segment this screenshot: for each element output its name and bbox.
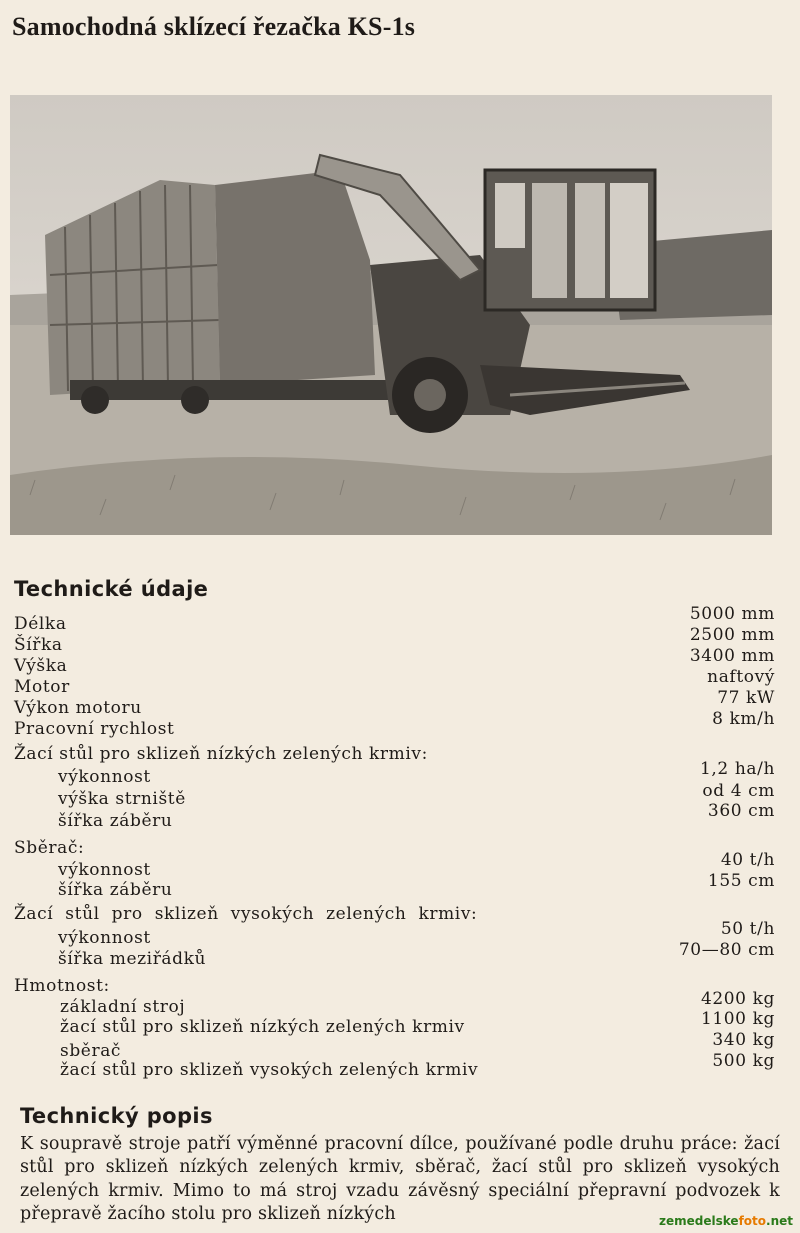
spec-value: 1,2 ha/h [700,759,775,779]
description-text: K soupravě stroje patří výměnné pracovní dílce, používané podle druhu práce: žací stůl pro sklizeň nízkých zelených krmiv, sběrač, žací stůl pro sklizeň vysokých zelených krmiv. Mimo to má stroj vzadu závěsný speciální přepravní podvozek k přepravě žacího stolu pro sklizeň nízkých [20,1134,780,1224]
spec-label: Šířka [14,635,63,655]
spec-row [0,850,800,882]
spec-row [0,801,800,833]
spec-label: výkonnost [58,860,151,880]
spec-label: Pracovní rychlost [14,719,175,739]
spec-row-length [0,604,800,636]
spec-label: Délka [14,614,67,634]
spec-value: 1100 kg [700,1009,775,1029]
spec-row [0,989,800,1019]
spec-group-weight [0,976,800,998]
watermark-part: .net [766,1214,793,1228]
spec-value: 77 kW [717,688,775,708]
spec-group-low-cutter [0,744,800,766]
watermark-part: foto [738,1214,767,1228]
spec-group-pickup [0,838,800,860]
spec-value: 155 cm [707,871,775,891]
spec-group-label: Hmotnost: [14,976,110,996]
spec-row-width [0,625,800,657]
spec-row [0,1009,800,1039]
spec-row [0,781,800,811]
spec-label: Motor [14,677,70,697]
spec-value: 2500 mm [689,625,775,645]
spec-value: od 4 cm [702,781,775,801]
spec-group-high-cutter [0,904,800,926]
page-title: Samochodná sklízecí řezačka KS-1s [12,12,416,41]
spec-value: 360 cm [707,801,775,821]
spec-value: 5000 mm [689,604,775,624]
spec-label: základní stroj [60,997,186,1017]
specs-heading: Technické údaje [14,577,209,601]
spec-label: šířka záběru [58,880,173,900]
spec-value: 70—80 cm [678,940,775,960]
spec-value: 3400 mm [689,646,775,666]
spec-value: 50 t/h [720,919,775,939]
watermark [656,1213,796,1229]
spec-value: 4200 kg [700,989,775,1009]
spec-group-label: Sběrač: [14,838,85,858]
spec-label: sběrač [60,1041,122,1061]
spec-row [0,871,800,902]
spec-value: 40 t/h [720,850,775,870]
spec-group-label: Žací stůl pro sklizeň vysokých zelených krmiv: [14,904,478,924]
spec-label: výška strniště [58,789,186,809]
spec-label: šířka meziřádků [58,949,207,969]
spec-label: žací stůl pro sklizeň vysokých zelených krmiv [60,1060,479,1080]
harvester-photo [10,95,772,535]
spec-value: naftový [707,667,775,687]
spec-label: Výška [14,656,68,676]
spec-label: výkonnost [58,767,151,787]
spec-value: 500 kg [712,1051,775,1071]
spec-row [0,759,800,789]
spec-label: žací stůl pro sklizeň nízkých zelených krmiv [60,1017,465,1037]
watermark-part: zemedelske [659,1214,739,1228]
spec-row-speed [0,709,800,741]
description-heading: Technický popis [20,1104,213,1128]
spec-row [0,940,800,971]
spec-value: 8 km/h [712,709,775,729]
spec-row-engine-power [0,688,800,720]
spec-group-label: Žací stůl pro sklizeň nízkých zelených krmiv: [14,744,428,764]
spec-value: 340 kg [712,1030,775,1050]
spec-label: šířka záběru [58,811,173,831]
spec-row-height [0,646,800,678]
spec-row-engine [0,667,800,699]
spec-label: výkonnost [58,928,151,948]
spec-label: Výkon motoru [14,698,142,718]
